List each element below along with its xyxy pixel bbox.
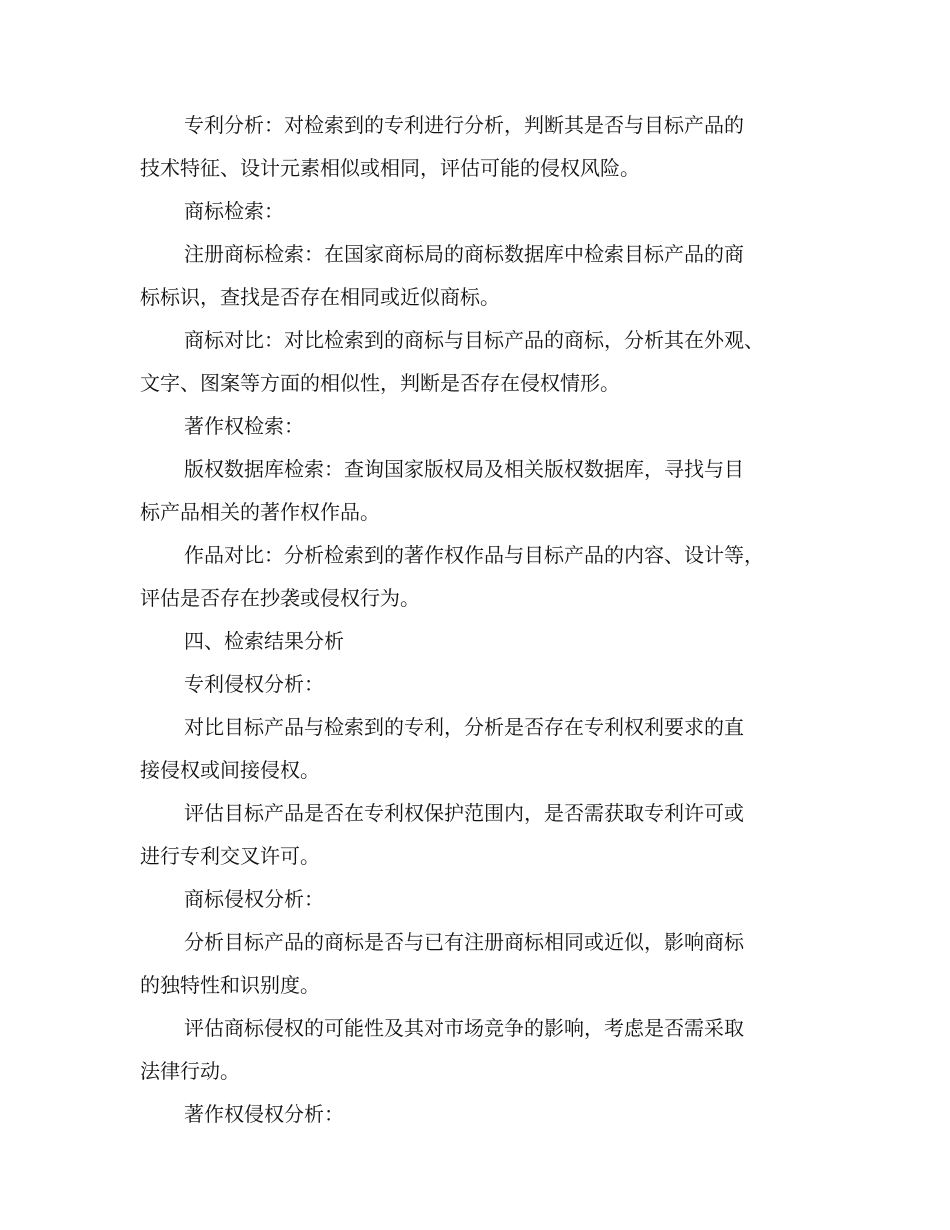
text-line: 法律行动。 bbox=[140, 1059, 240, 1083]
paragraph-trademark-similarity bbox=[140, 921, 840, 1007]
text-line: 商标对比：对比检索到的商标与目标产品的商标，分析其在外观、 bbox=[184, 328, 764, 352]
text-line: 作品对比：分析检索到的著作权作品与目标产品的内容、设计等， bbox=[184, 543, 764, 567]
heading-trademark-search bbox=[140, 190, 840, 233]
paragraph-patent-comparison bbox=[140, 706, 840, 792]
text-line: 四、检索结果分析 bbox=[184, 629, 344, 653]
text-line: 的独特性和识别度。 bbox=[140, 973, 320, 997]
text-line: 进行专利交叉许可。 bbox=[140, 844, 320, 868]
paragraph-patent-scope-evaluation bbox=[140, 792, 840, 878]
text-line: 商标侵权分析： bbox=[184, 887, 324, 911]
paragraph-registered-trademark-search bbox=[140, 233, 840, 319]
paragraph-patent-analysis bbox=[140, 104, 840, 190]
text-line: 著作权检索： bbox=[184, 414, 304, 438]
document-body bbox=[140, 104, 840, 1136]
text-line: 对比目标产品与检索到的专利，分析是否存在专利权利要求的直 bbox=[184, 715, 744, 739]
text-line: 技术特征、设计元素相似或相同，评估可能的侵权风险。 bbox=[140, 156, 640, 180]
paragraph-work-comparison bbox=[140, 534, 840, 620]
text-line: 评估目标产品是否在专利权保护范围内，是否需获取专利许可或 bbox=[184, 801, 744, 825]
paragraph-copyright-database-search bbox=[140, 448, 840, 534]
text-line: 商标检索： bbox=[184, 199, 284, 223]
text-line: 评估商标侵权的可能性及其对市场竞争的影响，考虑是否需采取 bbox=[184, 1016, 744, 1040]
text-line: 专利侵权分析： bbox=[184, 672, 324, 696]
heading-trademark-infringement-analysis bbox=[140, 878, 840, 921]
text-line: 著作权侵权分析： bbox=[184, 1102, 344, 1126]
text-line: 评估是否存在抄袭或侵权行为。 bbox=[140, 586, 420, 610]
text-line: 分析目标产品的商标是否与已有注册商标相同或近似，影响商标 bbox=[184, 930, 744, 954]
heading-copyright-search bbox=[140, 405, 840, 448]
heading-patent-infringement-analysis bbox=[140, 663, 840, 706]
text-line: 注册商标检索：在国家商标局的商标数据库中检索目标产品的商 bbox=[184, 242, 744, 266]
section-heading-search-result-analysis bbox=[140, 620, 840, 663]
text-line: 文字、图案等方面的相似性，判断是否存在侵权情形。 bbox=[140, 371, 620, 395]
text-line: 标产品相关的著作权作品。 bbox=[140, 500, 380, 524]
heading-copyright-infringement-analysis bbox=[140, 1093, 840, 1136]
text-line: 接侵权或间接侵权。 bbox=[140, 758, 320, 782]
text-line: 专利分析：对检索到的专利进行分析，判断其是否与目标产品的 bbox=[184, 113, 744, 137]
text-line: 标标识，查找是否存在相同或近似商标。 bbox=[140, 285, 500, 309]
paragraph-trademark-comparison bbox=[140, 319, 840, 405]
text-line: 版权数据库检索：查询国家版权局及相关版权数据库，寻找与目 bbox=[184, 457, 744, 481]
paragraph-trademark-risk-evaluation bbox=[140, 1007, 840, 1093]
